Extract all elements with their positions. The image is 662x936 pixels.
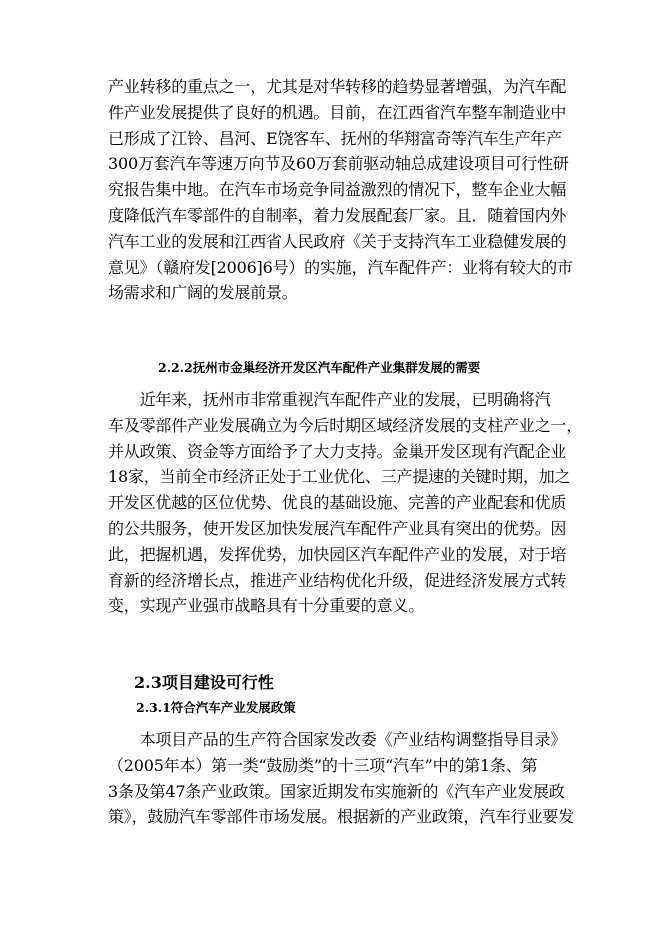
heading-2-2-2: 2.2.2抚州市金巢经济开发区汽车配件产业集群发展的需要 <box>158 360 481 375</box>
text-line: 意见》（赣府发[2006]6号）的实施，汽车配件产：业将有较大的市 <box>108 257 573 277</box>
text-line: 并从政策、资金等方面给予了大力支持。金巢开发区现有汽配企业 <box>108 441 567 461</box>
text-line: 变，实现产业强市战略具有十分重要的意义。 <box>108 596 425 616</box>
text-line: 此，把握机遇，发挥优势，加快园区汽车配件产业的发展，对于培 <box>108 544 567 564</box>
heading-2-3-1: 2.3.1符合汽车产业发展政策 <box>136 700 296 715</box>
text-line: 的公共服务，使开发区加快发展汽车配件产业具有突出的优势。因 <box>108 518 567 538</box>
text-line: （2005年本）第一类“鼓励类”的十三项“汽车”中的第1条、第 <box>108 755 538 775</box>
text-line: 件产业发展提供了良好的机遇。目前，在江西省汽车整车制造业中 <box>108 102 567 122</box>
text-line: 已形成了江铃、昌河、E饶客车、抚州的华翔富奇等汽车生产年产 <box>108 128 562 148</box>
text-line: 汽车工业的发展和江西省人民政府《关于支持汽车工业稳健发展的 <box>108 231 567 251</box>
text-line: 度降低汽车零部件的自制率，着力发展配套厂家。且．随着国内外 <box>108 205 567 225</box>
text-line: 300万套汽车等速万向节及60万套前驱动轴总成建设项目可行性研 <box>108 154 569 174</box>
paragraph-industry-transfer <box>108 74 573 306</box>
paragraph-fuzhou-needs <box>108 387 583 619</box>
text-line: 近年来，抚州市非常重视汽车配件产业的发展，已明确将汽 <box>108 390 551 409</box>
text-line: 策》，鼓励汽车零部件市场发展。根据新的产业政策，汽车行业要发 <box>108 807 575 827</box>
text-line: 车及零部件产业发展确立为今后时期区域经济发展的支柱产业之一， <box>108 415 583 435</box>
text-line: 育新的经济增长点，推进产业结构优化升级，促进经济发展方式转 <box>108 570 567 590</box>
text-line: 18家，当前全市经济正处于工业优化、三产提速的关键时期，加之 <box>108 467 571 487</box>
text-line: 开发区优越的区位优势、优良的基础设施、完善的产业配套和优质 <box>108 493 567 513</box>
text-line: 3条及第47条产业政策。国家近期发布实施新的《汽车产业发展政 <box>108 781 565 801</box>
text-line: 究报告集中地。在汽车市场竞争同益激烈的情况下，整车企业大幅 <box>108 180 567 200</box>
text-line: 场需求和广阔的发展前景。 <box>108 283 298 303</box>
heading-2-3: 2.3项目建设可行性 <box>134 673 274 692</box>
text-line: 产业转移的重点之一，尤其是对华转移的趋势显著增强，为汽车配 <box>108 77 567 96</box>
paragraph-policy <box>108 727 573 830</box>
text-line: 本项目产品的生产符合国家发改委《产业结构调整指导目录》 <box>108 730 567 749</box>
